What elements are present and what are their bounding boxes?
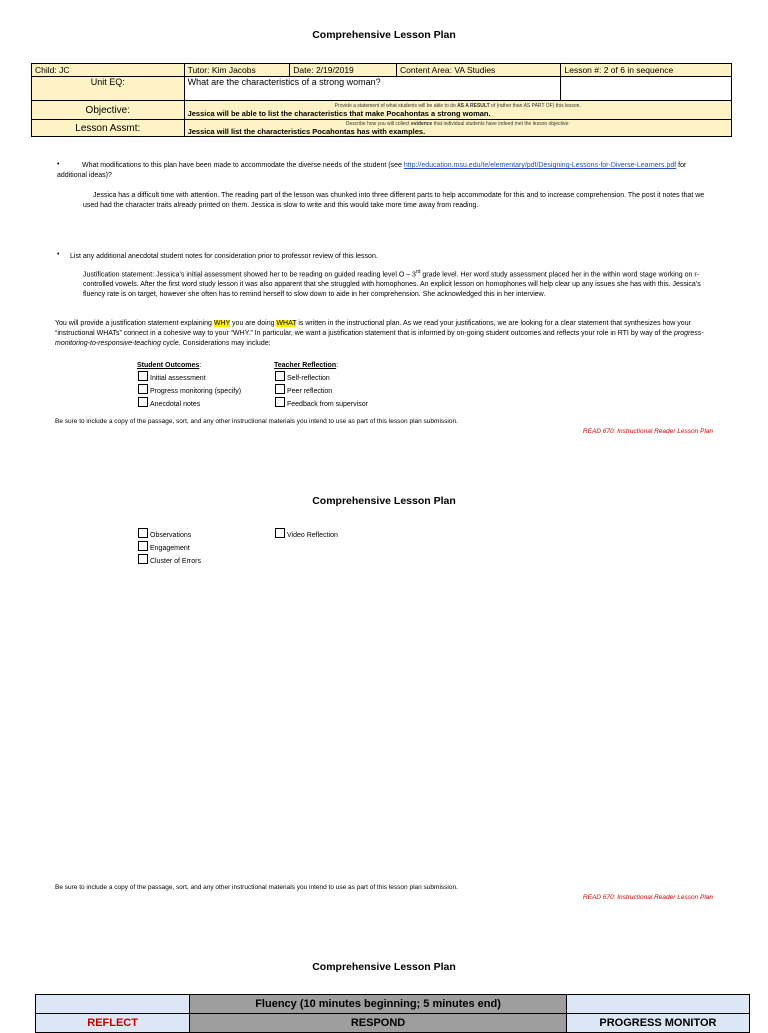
checkbox[interactable]: [138, 371, 148, 381]
modifications-question: What modifications to this plan have been made to accommodate the diverse needs of the student (see http://education.msu.edu/te/elementary/pdf/Designing-Lessons-for-Diverse-Learners.pdf for additional ideas)?: [57, 162, 687, 179]
footer-course: READ 670: Instructional Reader Lesson Plan: [582, 428, 713, 435]
objective-label: Objective:: [32, 101, 185, 120]
bullet-dot: •: [57, 251, 60, 258]
tutor-cell: Tutor: Kim Jacobs: [184, 64, 290, 77]
child-cell: Child: JC: [32, 64, 185, 77]
date-cell: Date: 2/19/2019: [290, 64, 397, 77]
fluency-table: [35, 994, 750, 1033]
footer-note: Be sure to include a copy of the passage, sort, and any other instructional materials you intend to use as part of this lesson plan submission.: [55, 884, 458, 891]
checkbox[interactable]: [275, 371, 285, 381]
assessment-hint: Describe how you will collect evidence that individual students have indeed met the lesson objective:: [345, 120, 570, 127]
unit-eq-label: Unit EQ:: [32, 77, 185, 101]
student-outcomes-list: [138, 371, 241, 410]
footer-note: Be sure to include a copy of the passage, sort, and any other instructional materials you intend to use as part of this lesson plan submission.: [55, 418, 458, 425]
bullet-dot: •: [57, 161, 60, 168]
diverse-learners-link[interactable]: http://education.msu.edu/te/elementary/pdf/Designing-Lessons-for-Diverse-Learners.pdf: [403, 162, 677, 169]
assessment-cell: [184, 120, 731, 137]
assessment-value: Jessica will list the characteristics Pocahontas has with examples.: [187, 126, 426, 136]
checkbox-item[interactable]: Progress monitoring (specify): [138, 384, 241, 397]
checkbox-item[interactable]: Cluster of Errors: [138, 554, 201, 567]
checkbox[interactable]: [138, 528, 148, 538]
checkbox-item[interactable]: Self-reflection: [275, 371, 368, 384]
instructions-paragraph: You will provide a justification statement explaining WHY you are doing WHAT is written in the instructional plan. As we read your justifications, we are looking for a clear statement that synthesizes how your “instructional WHATs” connect in a cohesive way to your “WHY.” In particular, we want a justification statement that is informed by on-going student outcomes and reflects your role in RTI by way of the progress-monitoring-to-responsive-teaching cycle. Considerations may include:: [55, 320, 704, 347]
checkbox[interactable]: [275, 528, 285, 538]
checkbox[interactable]: [138, 554, 148, 564]
page-title: Comprehensive Lesson Plan: [312, 495, 456, 507]
fluency-blank-right: [566, 995, 749, 1014]
student-outcomes-heading: Student Outcomes:: [137, 362, 202, 369]
footer-course: READ 670: Instructional Reader Lesson Plan: [582, 894, 713, 901]
checkbox-item[interactable]: Initial assessment: [138, 371, 241, 384]
anecdotal-prompt: List any additional anecdotal student notes for consideration prior to professor review of this lesson.: [70, 253, 378, 260]
checkbox-item[interactable]: Observations: [138, 528, 201, 541]
teacher-reflection-heading: Teacher Reflection:: [274, 362, 339, 369]
checkbox[interactable]: [275, 397, 285, 407]
unit-eq-empty: [561, 77, 732, 101]
checkbox-item[interactable]: Anecdotal notes: [138, 397, 241, 410]
checkbox-item[interactable]: Video Reflection: [275, 528, 338, 541]
checkbox[interactable]: [275, 384, 285, 394]
objective-cell: [184, 101, 731, 120]
teacher-reflection-list: [275, 371, 368, 410]
page-title: Comprehensive Lesson Plan: [312, 29, 456, 41]
checkbox[interactable]: [138, 397, 148, 407]
checkbox-item[interactable]: Feedback from supervisor: [275, 397, 368, 410]
observation-list: [138, 528, 201, 567]
page-title: Comprehensive Lesson Plan: [312, 961, 456, 973]
fluency-header: Fluency (10 minutes beginning; 5 minutes end): [190, 995, 567, 1014]
checkbox-item[interactable]: Engagement: [138, 541, 201, 554]
fluency-blank-left: [36, 995, 190, 1014]
checkbox[interactable]: [138, 541, 148, 551]
modifications-answer: Jessica has a difficult time with attention. The reading part of the lesson was chunked into three different parts to help accommodate for this and to increase comprehension. The post it notes that we used had the character traits already printed on them. Jessica is slow to write and this would take more time away from reading.: [83, 192, 705, 209]
assessment-label: Lesson Assmt:: [32, 120, 185, 137]
objective-hint: Provide a statement of what students will be able to do AS A RESULT of (rather than AS PART OF) this lesson.: [334, 102, 581, 109]
respond-column-header: RESPOND: [190, 1014, 567, 1033]
lesson-number-cell: Lesson #: 2 of 6 in sequence: [561, 64, 732, 77]
checkbox[interactable]: [138, 384, 148, 394]
checkbox-item[interactable]: Peer reflection: [275, 384, 368, 397]
progress-monitor-column-header: PROGRESS MONITOR: [566, 1014, 749, 1033]
justification-statement: Justification statement: Jessica’s initial assessment showed her to be reading on guided reading level O – 3rd grade level. Her word study assessment placed her in the within word stage working on r-controlled vowels. After the first word study lesson it was also apparent that she struggled with homophones. An explicit lesson on homophones will help clear up any issues she has with this. Jessica’s fluency rate is on target, however she often has to remind herself to slow down to aide in her comprehension. She acknowledged this in her interview.: [83, 269, 701, 299]
objective-value: Jessica will be able to list the characteristics that make Pocahontas a strong woman.: [187, 108, 491, 118]
unit-eq-value: What are the characteristics of a strong woman?: [184, 77, 561, 101]
reflect-column-header: REFLECT: [36, 1014, 190, 1033]
lesson-header-table: [31, 63, 732, 137]
video-reflection-list: [275, 528, 338, 541]
content-area-cell: Content Area: VA Studies: [397, 64, 561, 77]
